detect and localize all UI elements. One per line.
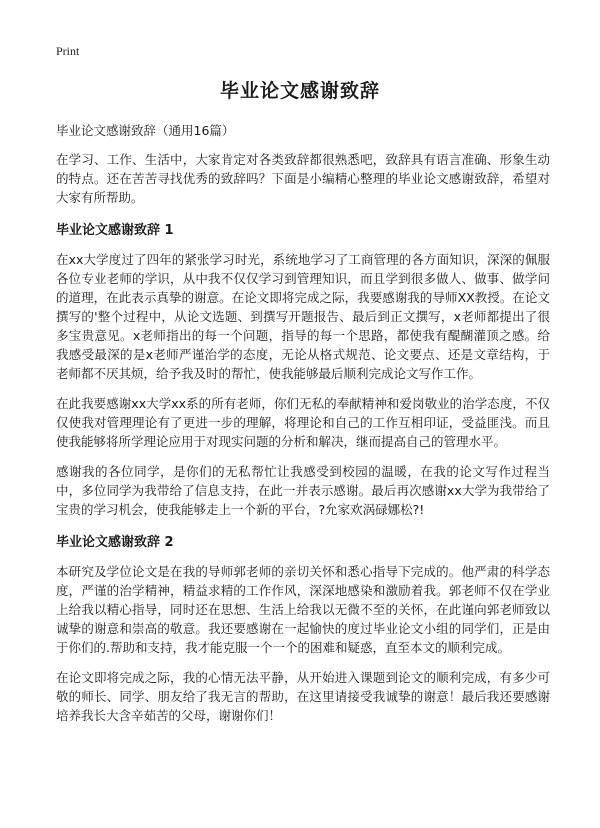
- section-paragraph: 在论文即将完成之际，我的心情无法平静，从开始进入课题到论文的顺利完成，有多少可敬的师长、同学、朋友给了我无言的帮助，在这里请接受我诚挚的谢意！最后我还要感谢培养我长大含辛茹苦的父母，谢谢你们！: [56, 670, 550, 723]
- page-subtitle: 毕业论文感谢致辞（通用16篇）: [56, 123, 235, 138]
- intro-paragraph: 在学习、工作、生活中，大家肯定对各类致辞都很熟悉吧，致辞具有语言准确、形象生动的特点。还在苦苦寻找优秀的致辞吗？下面是小编精心整理的毕业论文感谢致辞，希望对大家有所帮助。: [56, 152, 550, 205]
- section-paragraph: 在此我要感谢xx大学xx系的所有老师，你们无私的奉献精神和爱岗敬业的治学态度，不仅仅使我对管理理论有了更进一步的理解，将理论和自己的工作互相印证，受益匪浅。而且使我能够将所学理论应用于对现实问题的分析和解决，继而提高自己的管理水平。: [56, 396, 550, 449]
- section-heading: 毕业论文感谢致辞 1: [56, 223, 174, 238]
- section-paragraph: 本研究及学位论文是在我的导师郭老师的亲切关怀和悉心指导下完成的。他严肃的科学态度，严谨的治学精神，精益求精的工作作风，深深地感染和激励着我。郭老师不仅在学业上给我以精心指导，同时还在思想、生活上给我以无微不至的关怀，在此谨向郭老师致以诚挚的谢意和崇高的敬意。我还要感谢在一起愉快的度过毕业论文小组的同学们，正是由于你们的.帮助和支持，我才能克服一个一个的困难和疑惑，直至本文的顺利完成。: [56, 564, 550, 655]
- section-paragraph: 在xx大学度过了四年的紧张学习时光，系统地学习了工商管理的各方面知识，深深的佩服各位专业老师的学识，从中我不仅仅学习到管理知识，而且学到很多做人、做事、做学问的道理，在此表示真挚的谢意。在论文即将完成之际，我要感谢我的导师XX教授。在论文撰写的'整个过程中，从论文选题、到撰写开题报告、最后到正文撰写，x老师都提出了很多宝贵意见。x老师指出的每一个问题，指导的每一个思路，都使我有醍醐灌顶之感。给我感受最深的是x老师严谨治学的态度，无论从格式规范、论文要点、还是文章结构，于老师都不厌其烦，给予我及时的帮忙，使我能够最后顺利完成论文写作工作。: [56, 252, 550, 381]
- section-heading: 毕业论文感谢致辞 2: [56, 535, 174, 550]
- page-title: 毕业论文感谢致辞: [219, 80, 380, 102]
- print-link[interactable]: Print: [56, 44, 80, 58]
- article-body: [56, 150, 550, 736]
- section-paragraph: 感谢我的各位同学，是你们的无私帮忙让我感受到校园的温暖，在我的论文写作过程当中，多位同学为我带给了信息支持，在此一并表示感谢。最后再次感谢xx大学为我带给了宝贵的学习机会，使我能够走上一个新的平台，?允家欢涡碌娜松?!: [56, 464, 550, 517]
